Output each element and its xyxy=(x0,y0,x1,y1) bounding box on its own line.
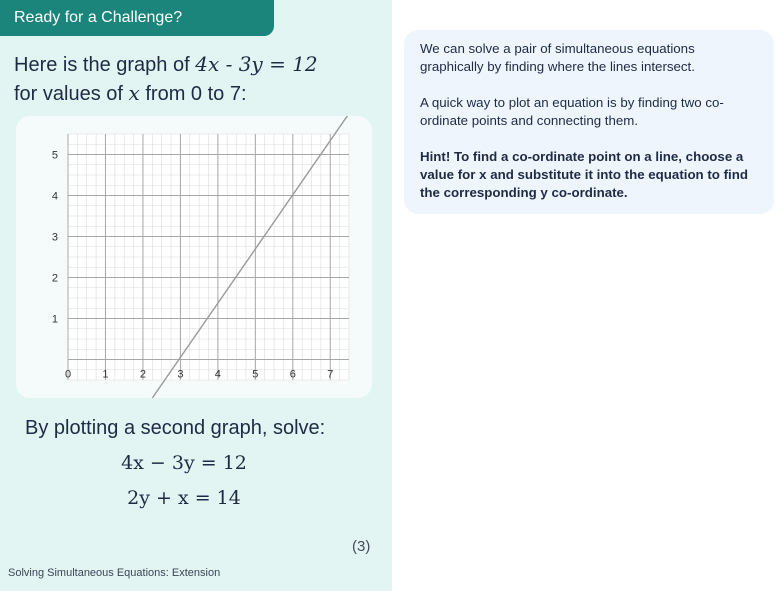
question-line-2-prefix: for values of xyxy=(14,83,129,105)
footer-title: Solving Simultaneous Equations: Extension xyxy=(8,567,221,579)
x-tick-label: 5 xyxy=(252,368,259,381)
header-tab xyxy=(0,0,274,36)
question-equation: 4x - 3y = 12 xyxy=(195,52,318,76)
x-tick-label: 3 xyxy=(177,368,184,381)
x-tick-label: 7 xyxy=(327,368,334,381)
equation-2: 2y + x = 14 xyxy=(127,487,241,509)
equation-1: 4x − 3y = 12 xyxy=(121,452,247,474)
task-instruction: By plotting a second graph, solve: xyxy=(25,417,326,439)
y-tick-label: 3 xyxy=(51,231,58,244)
x-tick-label: 4 xyxy=(214,368,221,381)
y-tick-label: 1 xyxy=(51,313,58,326)
hint-paragraph-3: Hint! To find a co-ordinate point on a line, choose a value for x and substitute it into the equation to find the corresponding y co-ordinate. xyxy=(420,149,748,200)
hint-paragraph-1: We can solve a pair of simultaneous equations graphically by finding where the lines intersect. xyxy=(420,41,695,74)
graph-card xyxy=(16,116,372,398)
question-line-1-prefix: Here is the graph of xyxy=(14,54,196,76)
marks-label: (3) xyxy=(352,538,371,555)
question-line-2-suffix: from 0 to 7: xyxy=(139,83,247,105)
line-graph xyxy=(16,116,372,398)
y-tick-label: 5 xyxy=(51,149,58,162)
header-title: Ready for a Challenge? xyxy=(14,9,183,26)
question-line-2 xyxy=(14,79,384,108)
y-tick-label: 2 xyxy=(51,272,58,285)
x-tick-label: 0 xyxy=(64,368,72,381)
question-variable: x xyxy=(128,81,140,105)
question-text xyxy=(14,50,384,108)
question-line-1 xyxy=(14,50,384,79)
x-tick-label: 6 xyxy=(289,368,296,381)
y-tick-label: 4 xyxy=(51,190,58,203)
hint-paragraph-2: A quick way to plot an equation is by finding two co-ordinate points and connecting them. xyxy=(420,95,724,128)
x-tick-label: 1 xyxy=(102,368,109,381)
x-tick-label: 2 xyxy=(139,368,146,381)
